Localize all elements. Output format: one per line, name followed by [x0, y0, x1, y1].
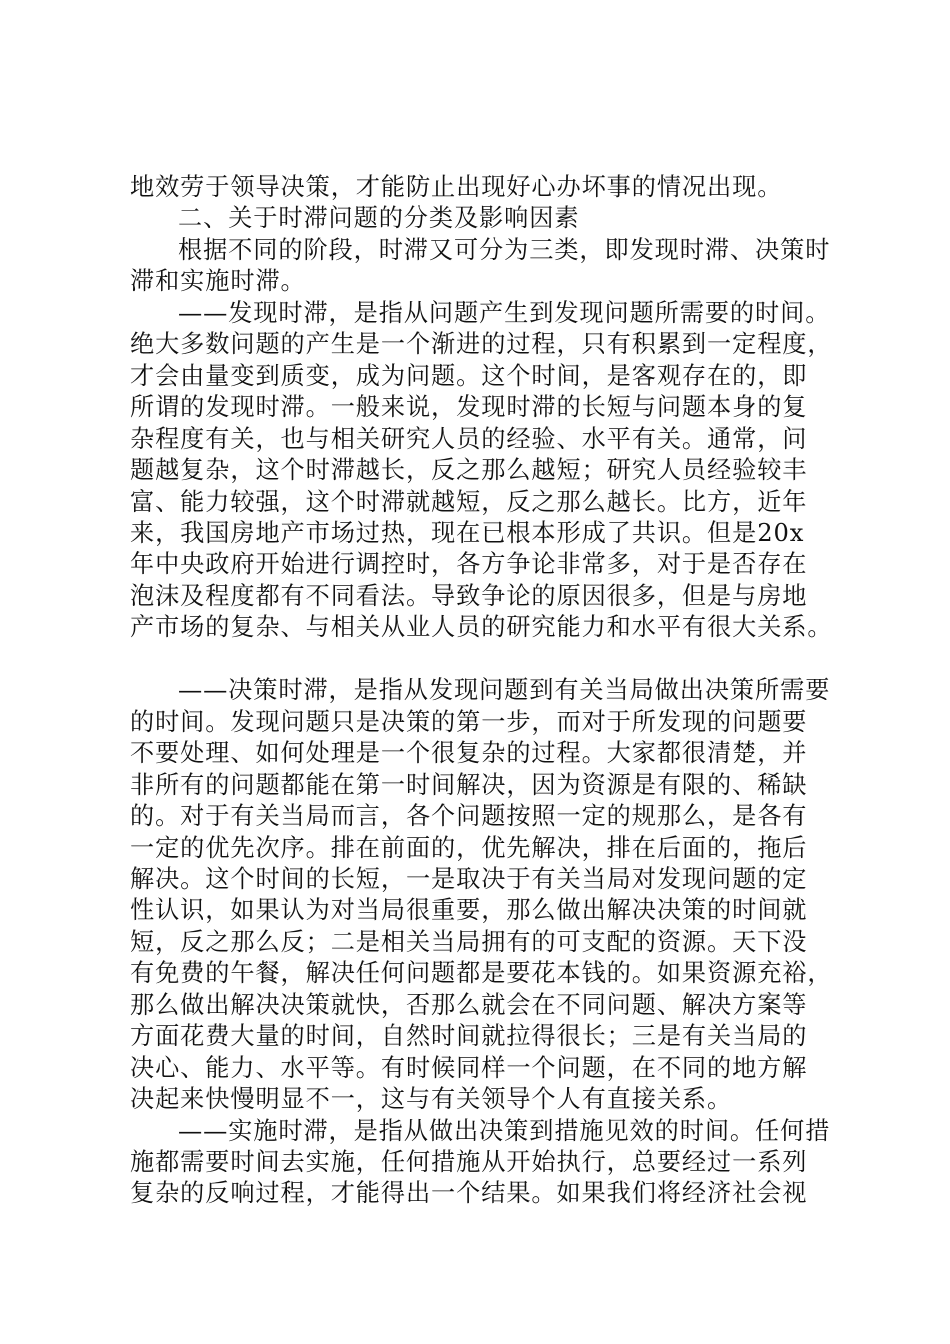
- text-line: 所谓的发现时滞。一般来说，发现时滞的长短与问题本身的复: [130, 393, 808, 422]
- text-line: 根据不同的阶段，时滞又可分为三类，即发现时滞、决策时: [178, 235, 831, 264]
- text-line: 复杂的反响过程，才能得出一个结果。如果我们将经济社会视: [130, 1179, 808, 1208]
- text-line: ——实施时滞，是指从做出决策到措施见效的时间。任何措: [178, 1116, 831, 1145]
- text-line: 决起来快慢明显不一，这与有关领导个人有直接关系。: [130, 1085, 733, 1114]
- text-line: 决心、能力、水平等。有时候同样一个问题，在不同的地方解: [130, 1053, 808, 1082]
- text-line: 一定的优先次序。排在前面的，优先解决，排在后面的，拖后: [130, 833, 808, 862]
- text-line: 地效劳于领导决策，才能防止出现好心办坏事的情况出现。: [130, 173, 783, 201]
- text-line: 短，反之那么反；二是相关当局拥有的可支配的资源。天下没: [130, 927, 808, 956]
- text-line: 泡沫及程度都有不同看法。导致争论的原因很多，但是与房地: [130, 581, 808, 610]
- text-line: 非所有的问题都能在第一时间解决，因为资源是有限的、稀缺: [130, 770, 808, 799]
- text-line: 的时间。发现问题只是决策的第一步，而对于所发现的问题要: [130, 707, 808, 736]
- text-line: 那么做出解决决策就快，否那么就会在不同问题、解决方案等: [130, 990, 808, 1019]
- text-line: 施都需要时间去实施，任何措施从开始执行，总要经过一系列: [130, 1148, 808, 1177]
- text-line: 解决。这个时间的长短，一是取决于有关当局对发现问题的定: [130, 864, 808, 893]
- text-line: 有免费的午餐，解决任何问题都是要花本钱的。如果资源充裕，: [130, 959, 833, 988]
- text-line: 绝大多数问题的产生是一个渐进的过程，只有积累到一定程度，: [130, 330, 833, 359]
- text-line: 滞和实施时滞。: [130, 267, 306, 296]
- text-line: 不要处理、如何处理是一个很复杂的过程。大家都很清楚，并: [130, 739, 808, 768]
- paragraph-gap: [130, 644, 850, 675]
- text-line: 性认识，如果认为对当局很重要，那么做出解决决策的时间就: [130, 896, 808, 925]
- text-line: 杂程度有关，也与相关研究人员的经验、水平有关。通常，问: [130, 424, 808, 453]
- text-line: 才会由量变到质变，成为问题。这个时间，是客观存在的，即: [130, 361, 808, 390]
- text-line: 的。对于有关当局而言，各个问题按照一定的规那么，是各有: [130, 802, 808, 831]
- text-line: 方面花费大量的时间，自然时间就拉得很长；三是有关当局的: [130, 1022, 808, 1051]
- document-body: [130, 172, 850, 1210]
- text-line: 富、能力较强，这个时滞就越短，反之那么越长。比方，近年: [130, 487, 808, 516]
- text-line: 年中央政府开始进行调控时，各方争论非常多，对于是否存在: [130, 550, 808, 579]
- text-line: ——决策时滞，是指从发现问题到有关当局做出决策所需要: [178, 676, 831, 705]
- section-heading: 二、关于时滞问题的分类及影响因素: [178, 204, 580, 233]
- text-line: 来，我国房地产市场过热，现在已根本形成了共识。但是20x: [130, 518, 805, 547]
- text-line: ——发现时滞，是指从问题产生到发现问题所需要的时间。: [178, 298, 831, 327]
- text-line: 题越复杂，这个时滞越长，反之那么越短；研究人员经验较丰: [130, 456, 808, 485]
- text-line: 产市场的复杂、与相关从业人员的研究能力和水平有很大关系。: [130, 613, 833, 642]
